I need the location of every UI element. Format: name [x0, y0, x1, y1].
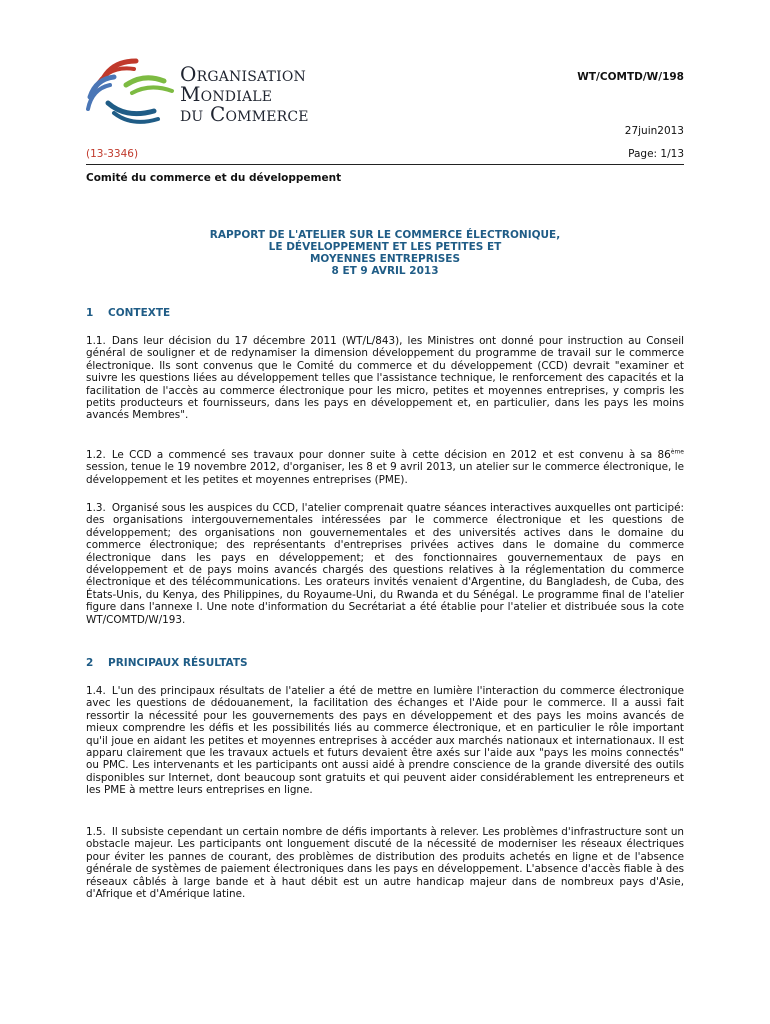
document-reference: (13-3346) [86, 148, 139, 160]
section-number: 1 [86, 307, 94, 319]
org-name-line-2: Mondiale [180, 82, 273, 106]
paragraph-text: L'un des principaux résultats de l'atelier a été de mettre en lumière l'interaction du commerce électronique avec les questions de dédouanement, la facilitation des échanges et l'Aide pour le commerce. Il a aussi fait ressortir la nécessité pour les gouvernements des pays en développement et des pays les moins avancés de mieux comprendre les défis et les possibilités liés au commerce électronique, et en particulier le rôle important qu'il joue en aidant les petites et moyennes entreprises à accéder aux marchés nationaux et internationaux. Il est apparu clairement que les travaux actuels et futurs devaient être axés sur l'aide aux "pays les moins connectés" ou PMC. Les intervenants et les participants ont aussi aidé à prendre conscience de la grande diversité des outils disponibles sur Internet, dont beaucoup sont gratuits et qui peuvent aider considérablement les entrepreneurs et les PME à mettre leurs entreprises en ligne. [86, 685, 684, 797]
paragraph-text: Organisé sous les auspices du CCD, l'atelier comprenait quatre séances interactives auxquelles ont participé: des organisations intergouvernementales intéressées par le commerce électronique et les questions de développement; des organisations non gouvernementales et des universités actives dans le domaine du commerce électronique; des représentants d'entreprises privées actives dans le domaine du commerce électronique dans les pays en développement; et des fonctionnaires gouvernementaux de pays en développement et de pays moins avancés chargés des questions relatives à la réglementation du commerce électronique et des télécommunications. Les orateurs invités venaient d'Argentine, du Bangladesh, de Cuba, des États-Unis, du Kenya, des Philippines, du Royaume-Uni, du Rwanda et du Sénégal. Le programme final de l'atelier figure dans l'annexe I. Une note d'information du Secrétariat a été établie pour l'atelier et distribuée sous la cote WT/COMTD/W/193. [86, 502, 684, 626]
title-line-3: MOYENNES ENTREPRISES [309, 253, 461, 265]
title-line-1: RAPPORT DE L'ATELIER SUR LE COMMERCE ÉLECTRONIQUE, [209, 229, 561, 241]
section-title: PRINCIPAUX RÉSULTATS [108, 657, 248, 669]
paragraph-1-4 [86, 685, 684, 797]
title-line-2: LE DÉVELOPPEMENT ET LES PETITES ET [268, 241, 502, 253]
paragraph-1-5 [86, 826, 684, 900]
wto-logo-icon [84, 55, 180, 127]
header-divider [86, 164, 684, 165]
org-name-line-1: Organisation [180, 62, 306, 86]
committee-name: Comité du commerce et du développement [86, 172, 342, 184]
paragraph-1-3 [86, 502, 684, 626]
paragraph-number: 1.2. [86, 449, 106, 461]
document-code: WT/COMTD/W/198 [577, 71, 684, 83]
page-number: Page: 1/13 [628, 148, 684, 160]
paragraph-text: Il subsiste cependant un certain nombre de défis importants à relever. Les problèmes d'infrastructure sont un obstacle majeur. Les participants ont longuement discuté de la nécessité de moderniser les réseaux électriques pour éviter les pannes de courant, des problèmes de distribution des produits achetés en ligne et de l'absence générale de systèmes de paiement électroniques dans les pays en développement. L'absence d'accès fiable à des réseaux câblés à large bande et à haut débit est un autre handicap majeur dans de nombreux pays d'Asie, d'Afrique et d'Amérique latine. [86, 826, 684, 901]
paragraph-number: 1.5. [86, 826, 106, 838]
logo-arc-green-2 [132, 87, 172, 93]
paragraph-text-a: Le CCD a commencé ses travaux pour donner suite à cette décision en 2012 et est convenu à sa 86 [111, 449, 671, 461]
paragraph-number: 1.3. [86, 502, 106, 514]
paragraph-number: 1.4. [86, 685, 106, 697]
report-title [86, 229, 684, 277]
paragraph-text-b: session, tenue le 19 novembre 2012, d'organiser, les 8 et 9 avril 2013, un atelier sur le commerce électronique, le développement et les petites et moyennes entreprises (PME). [86, 461, 684, 486]
section-title: CONTEXTE [108, 307, 171, 319]
section-heading-context [86, 307, 170, 319]
organization-name [180, 64, 309, 124]
document-date: 27juin2013 [624, 125, 684, 137]
section-heading-results [86, 657, 248, 669]
title-line-4: 8 ET 9 AVRIL 2013 [331, 265, 439, 277]
superscript-ordinal: ème [670, 448, 684, 456]
paragraph-text: Dans leur décision du 17 décembre 2011 (WT/L/843), les Ministres ont donné pour instruction au Conseil général de souligner et de redynamiser la dimension développement du programme de travail sur le commerce électronique. Ils sont convenus que le Comité du commerce et du développement (CCD) devrait "examiner et suivre les questions liées au développement telles que l'assistance technique, le renforcement des capacités et la facilitation de l'accès au commerce électronique pour les micro, petites et moyennes entreprises, y compris les petits producteurs et fournisseurs, dans les pays en développement et, en particulier, dans les pays les moins avancés Membres". [86, 335, 684, 422]
paragraph-1-1 [86, 335, 684, 422]
paragraph-number: 1.1. [86, 335, 106, 347]
section-number: 2 [86, 657, 94, 669]
paragraph-1-2 [86, 449, 684, 486]
logo-arc-green-1 [126, 78, 164, 85]
org-name-line-3: du Commerce [180, 102, 309, 126]
